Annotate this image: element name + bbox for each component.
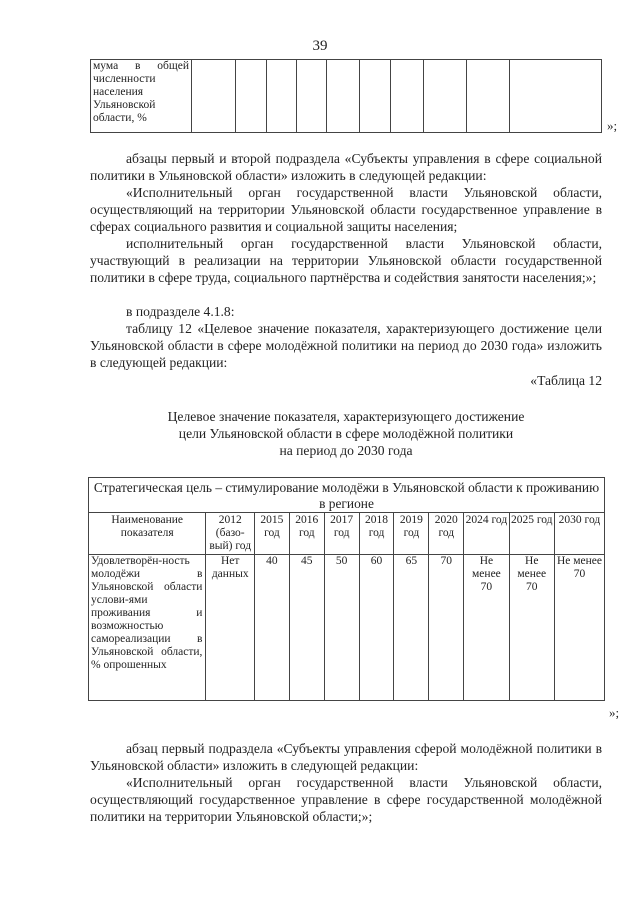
value-cell: 60 xyxy=(359,555,394,701)
table-end-mark: »; xyxy=(607,118,618,133)
paragraph: абзац первый подраздела «Субъекты управления сферой молодёжной политики в Ульяновской области» изложить в следующей редакции: xyxy=(90,741,602,773)
column-header: 2012 (базо-вый) год xyxy=(206,513,255,555)
value-cell: 65 xyxy=(394,555,429,701)
empty-cell xyxy=(236,60,267,133)
column-header: 2018 год xyxy=(359,513,394,555)
empty-cell xyxy=(360,60,391,133)
empty-cell xyxy=(327,60,360,133)
value-cell: 45 xyxy=(289,555,324,701)
strategic-goal: Стратегическая цель – стимулирование молодёжи в Ульяновской области к проживанию в регионе xyxy=(89,478,605,513)
table-end-mark: »; xyxy=(609,705,620,720)
paragraph: абзацы первый и второй подраздела «Субъекты управления в сфере социальной политики в Ульяновской области» изложить в следующей редакции: xyxy=(90,151,602,183)
column-header: 2019 год xyxy=(394,513,429,555)
empty-cell xyxy=(391,60,424,133)
paragraph: в подразделе 4.1.8: xyxy=(126,304,235,319)
table-title-line: на период до 2030 года xyxy=(279,443,413,458)
table-label: «Таблица 12 xyxy=(530,373,602,388)
paragraph: исполнительный орган государственной власти Ульяновской области, участвующий в реализации на территории Ульяновской области государственной политики в сфере труда, социального партнёрства и содействия занятости населения;»; xyxy=(90,236,602,285)
value-cell: 50 xyxy=(324,555,359,701)
column-header: 2025 год xyxy=(509,513,554,555)
value-cell: 40 xyxy=(254,555,289,701)
value-cell: Не менее 70 xyxy=(464,555,509,701)
page-number: 39 xyxy=(312,38,328,54)
value-cell: Не менее 70 xyxy=(509,555,554,701)
empty-cell xyxy=(467,60,510,133)
empty-cell xyxy=(267,60,297,133)
empty-cell xyxy=(510,60,602,133)
column-header: 2020 год xyxy=(429,513,464,555)
value-cell: Не менее 70 xyxy=(554,555,604,701)
table-title-line: Целевое значение показателя, характеризующего достижение xyxy=(167,409,525,424)
column-header: 2016 год xyxy=(289,513,324,555)
empty-cell xyxy=(192,60,236,133)
column-header: 2024 год xyxy=(464,513,509,555)
table-row xyxy=(91,60,602,133)
indicator-name: Удовлетворён-ность молодёжи в Ульяновской области услови-ями проживания и возможностью самореализации в Ульяновской области, % опрошенных xyxy=(89,555,206,701)
indicator-cell: мума в общей численности населения Ульяновской области, % xyxy=(91,60,192,133)
empty-cell xyxy=(297,60,327,133)
indicator-table xyxy=(88,477,605,701)
column-header: 2030 год xyxy=(554,513,604,555)
paragraph: «Исполнительный орган государственной власти Ульяновской области, осуществляющий государственное управление в сфере государственной молодёжной политики на территории Ульяновской области;»; xyxy=(90,775,602,824)
value-cell: 70 xyxy=(429,555,464,701)
column-header: 2017 год xyxy=(324,513,359,555)
value-cell: Нет данных xyxy=(206,555,255,701)
table-row xyxy=(89,555,605,701)
column-header: 2015 год xyxy=(254,513,289,555)
table-row xyxy=(89,478,605,513)
paragraph: «Исполнительный орган государственной власти Ульяновской области, осуществляющий на территории Ульяновской области государственное управление в сферах социального развития и социальной защиты населения; xyxy=(90,185,602,234)
table-header-row xyxy=(89,513,605,555)
empty-cell xyxy=(424,60,467,133)
continued-table xyxy=(90,59,602,133)
paragraph: таблицу 12 «Целевое значение показателя, характеризующего достижение цели Ульяновской области в сфере молодёжной политики на период до 2030 года» изложить в следующей редакции: xyxy=(90,321,602,370)
table-title-line: цели Ульяновской области в сфере молодёжной политики xyxy=(178,426,514,441)
column-header: Наименование показателя xyxy=(89,513,206,555)
